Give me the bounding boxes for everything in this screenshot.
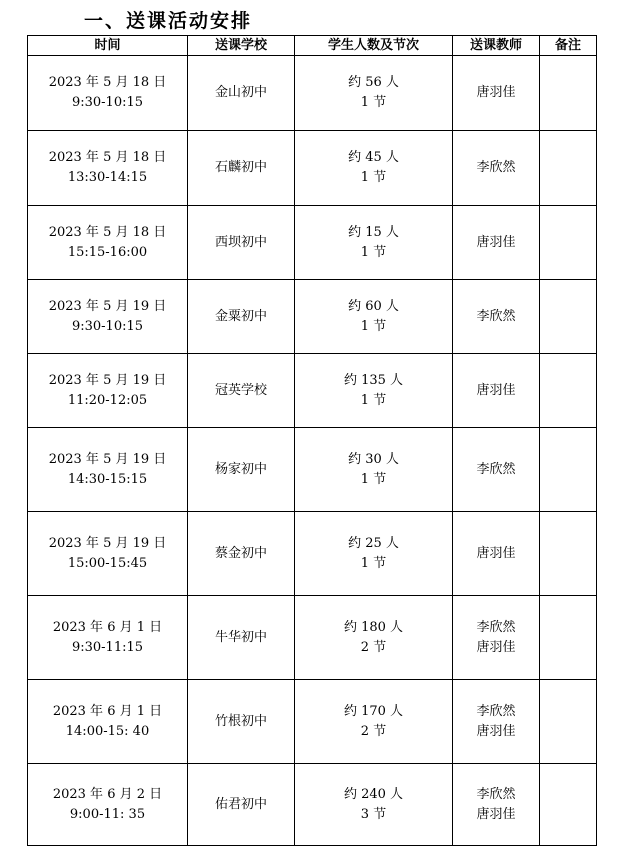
school-cell: 竹根初中: [188, 680, 295, 764]
school-cell: 杨家初中: [188, 428, 295, 512]
session-count-text: 3 节: [360, 806, 387, 822]
teacher-name: 唐羽佳: [476, 85, 516, 100]
date-text: 2023 年 5 月 18 日: [48, 75, 167, 90]
table-row: [28, 56, 597, 131]
time-cell: [28, 354, 188, 428]
time-range-text: 9:30-10:15: [71, 95, 144, 110]
teacher-name: 李欣然: [476, 308, 516, 324]
teacher-name-secondary: 唐羽佳: [476, 723, 516, 739]
school-cell: 西坝初中: [188, 206, 295, 280]
students-cell: [295, 206, 453, 280]
school-cell: 佑君初中: [188, 764, 295, 846]
time-range-text: 14:30-15:15: [67, 471, 148, 487]
table-row: [28, 280, 597, 354]
session-count-text: 2 节: [360, 723, 387, 739]
session-count-text: 1 节: [360, 244, 387, 260]
teacher-name: 唐羽佳: [476, 382, 516, 398]
teacher-cell: [453, 764, 540, 846]
teacher-name-secondary: 唐羽佳: [476, 806, 516, 822]
notes-cell: [540, 680, 597, 764]
teacher-cell: [453, 280, 540, 354]
time-cell: [28, 764, 188, 846]
table-row: [28, 512, 597, 596]
time-cell: [28, 56, 188, 131]
school-cell: 金山初中: [188, 56, 295, 131]
notes-cell: [540, 280, 597, 354]
date-text: 2023 年 6 月 1 日: [52, 619, 163, 635]
teacher-cell: [453, 206, 540, 280]
student-count-text: 约 240 人: [343, 786, 404, 802]
time-range-text: 15:15-16:00: [67, 244, 148, 260]
time-cell: [28, 680, 188, 764]
session-count-text: 2 节: [360, 639, 387, 655]
date-text: 2023 年 5 月 19 日: [48, 451, 167, 467]
teacher-name: 李欣然: [476, 619, 516, 635]
student-count-text: 约 25 人: [348, 535, 399, 551]
column-header-school: 送课学校: [188, 36, 295, 56]
school-cell: 金粟初中: [188, 280, 295, 354]
school-cell: 蔡金初中: [188, 512, 295, 596]
column-header-time: 时间: [28, 36, 188, 56]
time-cell: [28, 428, 188, 512]
students-cell: [295, 512, 453, 596]
time-cell: [28, 596, 188, 680]
notes-cell: [540, 428, 597, 512]
time-range-text: 9:30-11:15: [71, 639, 144, 655]
date-text: 2023 年 6 月 1 日: [52, 703, 163, 719]
column-header-teacher: 送课教师: [453, 36, 540, 56]
session-count-text: 1 节: [360, 318, 387, 334]
table-header-row: [28, 36, 597, 56]
date-text: 2023 年 5 月 19 日: [48, 535, 167, 551]
student-count-text: 约 30 人: [348, 451, 399, 467]
notes-cell: [540, 512, 597, 596]
column-header-students: 学生人数及节次: [295, 36, 453, 56]
teacher-name: 李欣然: [476, 786, 516, 802]
date-text: 2023 年 5 月 19 日: [48, 298, 167, 314]
notes-cell: [540, 764, 597, 846]
teacher-name: 李欣然: [476, 160, 516, 175]
student-count-text: 约 15 人: [348, 224, 399, 240]
student-count-text: 约 170 人: [343, 703, 404, 719]
student-count-text: 约 45 人: [348, 150, 399, 165]
table-row: [28, 206, 597, 280]
school-cell: 冠英学校: [188, 354, 295, 428]
session-count-text: 1 节: [360, 170, 387, 185]
notes-cell: [540, 131, 597, 206]
students-cell: [295, 56, 453, 131]
time-range-text: 9:00-11: 35: [69, 806, 146, 822]
table-row: [28, 354, 597, 428]
date-text: 2023 年 5 月 19 日: [48, 372, 167, 388]
teacher-cell: [453, 512, 540, 596]
time-range-text: 9:30-10:15: [71, 318, 144, 334]
time-cell: [28, 206, 188, 280]
table-row: [28, 680, 597, 764]
notes-cell: [540, 56, 597, 131]
notes-cell: [540, 596, 597, 680]
notes-cell: [540, 354, 597, 428]
teacher-cell: [453, 428, 540, 512]
table-row: [28, 428, 597, 512]
time-cell: [28, 280, 188, 354]
session-count-text: 1 节: [360, 555, 387, 571]
schedule-table: [27, 35, 597, 846]
session-count-text: 1 节: [360, 95, 387, 110]
students-cell: [295, 131, 453, 206]
teacher-name-secondary: 唐羽佳: [476, 639, 516, 655]
date-text: 2023 年 5 月 18 日: [48, 150, 167, 165]
time-range-text: 15:00-15:45: [67, 555, 148, 571]
teacher-name: 唐羽佳: [476, 234, 516, 250]
teacher-cell: [453, 596, 540, 680]
teacher-name: 唐羽佳: [476, 545, 516, 561]
page-title: 一、送课活动安排: [84, 10, 253, 32]
students-cell: [295, 428, 453, 512]
students-cell: [295, 596, 453, 680]
time-cell: [28, 512, 188, 596]
student-count-text: 约 135 人: [343, 372, 404, 388]
school-cell: 牛华初中: [188, 596, 295, 680]
students-cell: [295, 354, 453, 428]
students-cell: [295, 764, 453, 846]
teacher-cell: [453, 680, 540, 764]
notes-cell: [540, 206, 597, 280]
student-count-text: 约 60 人: [348, 298, 399, 314]
table-row: [28, 764, 597, 846]
date-text: 2023 年 5 月 18 日: [48, 224, 167, 240]
time-range-text: 13:30-14:15: [67, 170, 148, 185]
teacher-cell: [453, 56, 540, 131]
student-count-text: 约 180 人: [343, 619, 404, 635]
student-count-text: 约 56 人: [348, 75, 399, 90]
teacher-cell: [453, 131, 540, 206]
teacher-cell: [453, 354, 540, 428]
school-cell: 石麟初中: [188, 131, 295, 206]
time-cell: [28, 131, 188, 206]
time-range-text: 14:00-15: 40: [65, 723, 150, 739]
column-header-notes: 备注: [540, 36, 597, 56]
time-range-text: 11:20-12:05: [67, 392, 148, 408]
date-text: 2023 年 6 月 2 日: [52, 786, 163, 802]
session-count-text: 1 节: [360, 392, 387, 408]
students-cell: [295, 280, 453, 354]
teacher-name: 李欣然: [476, 703, 516, 719]
students-cell: [295, 680, 453, 764]
table-row: [28, 131, 597, 206]
teacher-name: 李欣然: [476, 461, 516, 477]
session-count-text: 1 节: [360, 471, 387, 487]
table-row: [28, 596, 597, 680]
